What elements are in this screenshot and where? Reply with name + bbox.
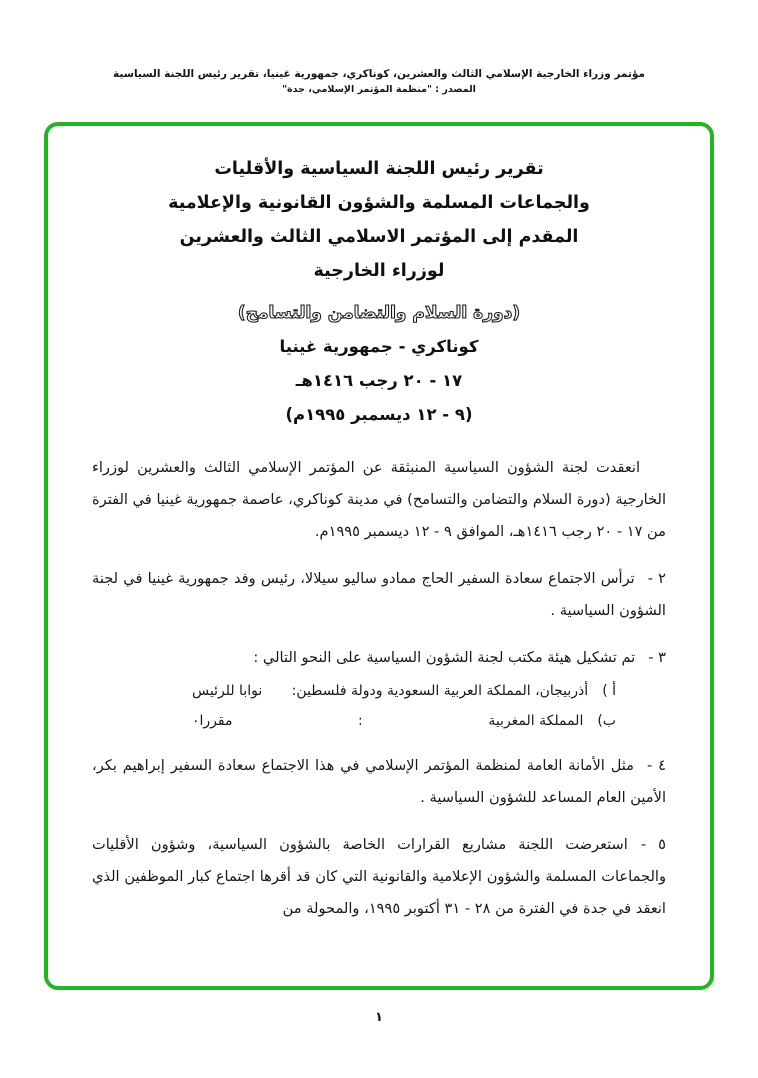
sub-item-colon: :	[358, 713, 363, 729]
paragraph-1: انعقدت لجنة الشؤون السياسية المنبثقة عن المؤتمر الإسلامي الثالث والعشرين لوزراء الخارجية (دورة السلام والتضامن والتسامح) في مدينة كوناكري، عاصمة جمهورية غينيا في الفترة من ١٧ - ٢٠ رجب ١٤١٦هـ، الموافق ٩ - ١٢ ديسمبر ١٩٩٥م.	[92, 459, 666, 540]
document-title	[92, 152, 666, 288]
page-number: ١	[375, 1010, 383, 1025]
list-item	[192, 676, 616, 706]
sub-item-role: نوابا للرئيس	[192, 683, 263, 699]
item-text: تم تشكيل هيئة مكتب لجنة الشؤون السياسية على النحو التالي :	[253, 649, 636, 666]
scan-header-line1: مؤتمر وزراء الخارجية الإسلامي الثالث والعشرين، كوناكري، جمهورية غينيا، تقرير رئيس اللجنة السياسية	[113, 68, 645, 80]
sub-item-text	[488, 706, 616, 736]
list-item	[92, 829, 666, 925]
item-number: ٣ -	[648, 649, 666, 666]
list-item	[192, 706, 616, 736]
bureau-sub-list	[192, 676, 616, 736]
list-item	[92, 750, 666, 814]
date-hijri: ١٧ - ٢٠ رجب ١٤١٦هـ	[295, 371, 463, 390]
item-number: ٥ -	[640, 836, 666, 853]
item-number: ٢ -	[647, 570, 666, 587]
document-green-frame	[44, 122, 714, 990]
sub-item-marker: ب)	[597, 713, 616, 729]
sub-item-description: المملكة المغربية	[488, 713, 584, 729]
sub-item-text	[292, 676, 616, 706]
item-text: مثل الأمانة العامة لمنظمة المؤتمر الإسلامي في هذا الاجتماع سعادة السفير إبراهيم بكر، الأمين العام المساعد للشؤون السياسية .	[92, 757, 666, 806]
title-line-1: تقرير رئيس اللجنة السياسية والأقليات	[214, 159, 544, 179]
scan-source-header	[0, 68, 758, 95]
item-number: ٤ -	[647, 757, 666, 774]
scan-header-line2: المصدر : "منظمة المؤتمر الإسلامي، جدة"	[282, 84, 476, 95]
sub-item-description: أذربيجان، المملكة العربية السعودية ودولة فلسطين:	[291, 683, 589, 699]
list-item	[92, 563, 666, 627]
item-text: استعرضت اللجنة مشاريع القرارات الخاصة بالشؤون السياسية، وشؤون الأقليات والجماعات المسلمة والشؤون الإعلامية والقانونية التي كان قد أقرها اجتماع كبار الموظفين الذي انعقد في جدة في الفترة من ٢٨ - ٣١ أكتوبر ١٩٩٥، والمحولة من	[92, 836, 666, 917]
session-subtitle: (دورة السلام والتضامن والتسامح)	[237, 303, 521, 323]
title-line-3: المقدم إلى المؤتمر الاسلامي الثالث والعشرين	[179, 227, 579, 247]
title-line-2: والجماعات المسلمة والشؤون القانونية والإعلامية	[168, 193, 590, 213]
sub-item-marker: أ )	[602, 683, 616, 699]
list-item	[92, 642, 666, 674]
document-body	[92, 452, 666, 925]
location-line: كوناكري - جمهورية غينيا	[279, 337, 479, 356]
item-text: ترأس الاجتماع سعادة السفير الحاج ممادو ساليو سيلالا، رئيس وفد جمهورية غينيا في لجنة الشؤون السياسية .	[92, 570, 666, 619]
date-gregorian: (٩ - ١٢ ديسمبر ١٩٩٥م)	[285, 405, 473, 424]
sub-item-role: مقررا٠	[192, 713, 233, 729]
title-line-4: لوزراء الخارجية	[313, 261, 445, 281]
